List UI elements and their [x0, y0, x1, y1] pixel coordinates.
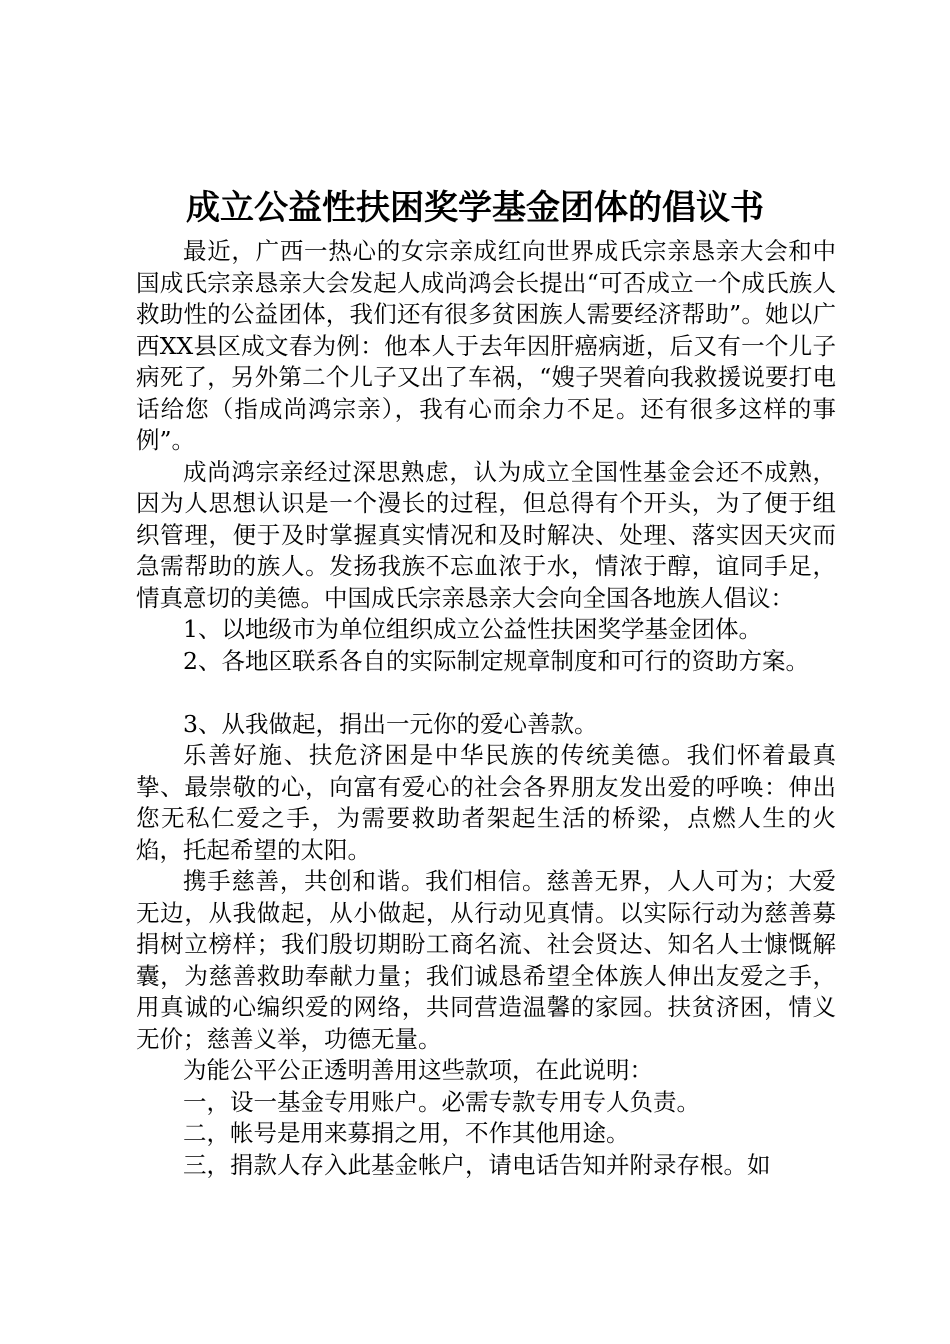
- proposal-item-3: 3、从我做起，捐出一元你的爱心善款。: [183, 709, 598, 738]
- document-body: [136, 236, 836, 1181]
- paragraph-virtue: 乐善好施、扶危济困是中华民族的传统美德。我们怀着最真挚、最崇敬的心，向富有爱心的社会各界朋友发出爱的呼唤：伸出您无私仁爱之手，为需要救助者架起生活的桥梁，点燃人生的火焰，托起希望的太阳。: [136, 741, 836, 864]
- blank-line: [136, 677, 836, 709]
- proposal-item-2: 2、各地区联系各自的实际制定规章制度和可行的资助方案。: [183, 646, 809, 675]
- paragraph-intro: 最近，广西一热心的女宗亲成红向世界成氏宗亲恳亲大会和中国成氏宗亲恳亲大会发起人成尚鸿会长提出“可否成立一个成氏族人救助性的公益团体，我们还有很多贫困族人需要经济帮助”。她以广西XX县区成文春为例：他本人于去年因肝癌病逝，后又有一个儿子病死了，另外第二个儿子又出了车祸，“嫂子哭着向我救援说要打电话给您（指成尚鸿宗亲），我有心而余力不足。还有很多这样的事例”。: [136, 237, 836, 454]
- document-title: 成立公益性扶困奖学基金团体的倡议书: [186, 188, 764, 228]
- proposal-item-1: 1、以地级市为单位组织成立公益性扶困奖学基金团体。: [183, 615, 762, 643]
- rule-item-1: 一，设一基金专用账户。必需专款专用专人负责。: [183, 1087, 700, 1116]
- paragraph-initiative: 成尚鸿宗亲经过深思熟虑，认为成立全国性基金会还不成熟，因为人思想认识是一个漫长的过程，但总得有个开头，为了便于组织管理，便于及时掌握真实情况和及时解决、处理、落实因天灾而急需帮助的族人。发扬我族不忘血浓于水，情浓于醇，谊同手足，情真意切的美德。中国成氏宗亲恳亲大会向全国各地族人倡议：: [136, 457, 836, 612]
- paragraph-charity: 携手慈善，共创和谐。我们相信。慈善无界，人人可为；大爱无边，从我做起，从小做起，从行动见真情。以实际行动为慈善募捐树立榜样；我们殷切期盼工商名流、社会贤达、知名人士慷慨解囊，为慈善救助奉献力量；我们诚恳希望全体族人伸出友爱之手，用真诚的心编织爱的网络，共同营造温馨的家园。扶贫济困，情义无价；慈善义举，功德无量。: [136, 867, 836, 1053]
- rule-item-2: 二，帐号是用来募捐之用，不作其他用途。: [183, 1119, 630, 1147]
- paragraph-explanation: 为能公平公正透明善用这些款项，在此说明：: [183, 1056, 653, 1084]
- rule-item-3: 三，捐款人存入此基金帐户，请电话告知并附录存根。如: [183, 1150, 771, 1179]
